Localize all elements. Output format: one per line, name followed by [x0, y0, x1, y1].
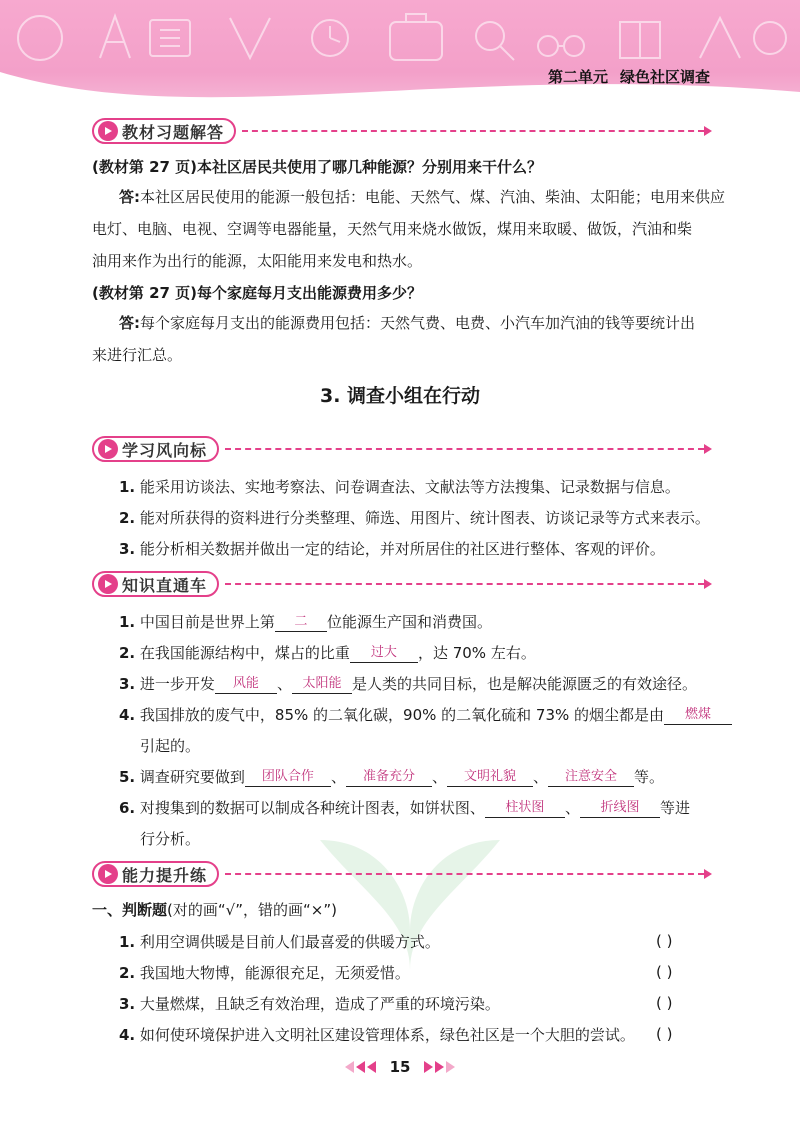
fill-item-6: 6. 对搜集到的数据可以制成各种统计图表，如饼状图、 柱状图 、 折线图 等进 — [119, 799, 690, 817]
section-label: 教材习题解答 — [122, 122, 225, 142]
section-label: 知识直通车 — [122, 575, 208, 595]
answer-blank: 准备充分 — [346, 767, 432, 787]
play-icon — [98, 864, 118, 884]
answer-blank: 团队合作 — [245, 767, 331, 787]
judge-item: 4. 如何使环境保护进入文明社区建设管理体系，绿色社区是一个大胆的尝试。 — [119, 1026, 635, 1044]
unit-title — [548, 66, 710, 87]
lesson-title: 3. 调查小组在行动 — [319, 385, 481, 407]
answer-1-line-2: 电灯、电脑、电视、空调等电器能量，天然气用来烧水做饭，煤用来取暖、做饭，汽油和柴 — [92, 220, 693, 238]
answer-blank: 文明礼貌 — [447, 767, 533, 787]
dashed-rule — [225, 583, 704, 585]
header-banner — [0, 0, 800, 104]
section-header-learning-goals — [92, 436, 712, 462]
answer-prefix: 答: — [119, 188, 140, 206]
arrow-icon — [704, 579, 712, 589]
unit-topic: 绿色社区调查 — [619, 68, 710, 86]
dashed-rule — [225, 873, 704, 875]
answer-paren[interactable]: ( ) — [656, 932, 673, 950]
section-label: 能力提升练 — [122, 865, 208, 885]
answer-blank: 太阳能 — [292, 674, 352, 694]
answer-blank: 二 — [275, 612, 327, 632]
answer-paren[interactable]: ( ) — [656, 1025, 673, 1043]
answer-1-line-3: 油用来作为出行的能源，太阳能用来发电和热水。 — [92, 252, 423, 270]
dashed-rule — [242, 130, 704, 132]
play-icon — [98, 121, 118, 141]
judge-heading: 一、判断题(对的画“√”，错的画“×”) — [92, 901, 337, 919]
judge-item: 1. 利用空调供暖是目前人们最喜爱的供暖方式。 — [119, 933, 440, 951]
fill-item-6-cont: 行分析。 — [140, 830, 201, 848]
goal-item: 1. 能采用访谈法、实地考察法、问卷调查法、文献法等方法搜集、记录数据与信息。 — [119, 478, 680, 496]
arrow-icon — [704, 444, 712, 454]
answer-paren[interactable]: ( ) — [656, 994, 673, 1012]
section-header-practice — [92, 861, 712, 887]
answer-blank: 注意安全 — [548, 767, 634, 787]
section-label: 学习风向标 — [122, 440, 208, 460]
answer-paren[interactable]: ( ) — [656, 963, 673, 981]
question-1: (教材第 27 页)本社区居民共使用了哪几种能源？分别用来干什么？ — [92, 158, 543, 176]
answer-prefix: 答: — [119, 314, 140, 332]
fill-item-4: 4. 我国排放的废气中，85% 的二氧化碳，90% 的二氧化硫和 73% 的烟尘都是由 燃煤 — [119, 705, 732, 725]
fill-item-2: 2. 在我国能源结构中，煤占的比重 过大 ，达 70% 左右。 — [119, 644, 536, 662]
answer-blank: 折线图 — [580, 798, 660, 818]
leaf-watermark — [300, 800, 520, 980]
answer-blank: 过大 — [350, 643, 418, 663]
answer-1-line-1: 答:本社区居民使用的能源一般包括：电能、天然气、煤、汽油、柴油、太阳能；电用来供应 — [119, 188, 726, 206]
page-footer — [0, 1058, 800, 1076]
section-header-knowledge — [92, 571, 712, 597]
unit-number: 第二单元 — [547, 68, 608, 86]
page-number: 15 — [389, 1058, 411, 1076]
next-arrows-icon — [424, 1061, 455, 1073]
fill-item-1: 1. 中国目前是世界上第 二 位能源生产国和消费国。 — [119, 613, 492, 631]
fill-item-3: 3. 进一步开发 风能 、 太阳能 是人类的共同目标，也是解决能源匮乏的有效途径。 — [119, 675, 697, 693]
school-supplies-decoration — [0, 8, 800, 68]
answer-2-line-2: 来进行汇总。 — [92, 346, 183, 364]
fill-item-4-cont: 引起的。 — [140, 737, 201, 755]
judge-item: 2. 我国地大物博，能源很充足，无须爱惜。 — [119, 964, 410, 982]
answer-2-line-1: 答:每个家庭每月支出的能源费用包括：天然气费、电费、小汽车加汽油的钱等要统计出 — [119, 314, 696, 332]
play-icon — [98, 439, 118, 459]
fill-item-5: 5. 调查研究要做到 团队合作 、 准备充分 、 文明礼貌 、 注意安全 等。 — [119, 768, 664, 786]
answer-blank: 燃煤 — [664, 705, 732, 725]
prev-arrows-icon — [345, 1061, 376, 1073]
judge-item: 3. 大量燃煤，且缺乏有效治理，造成了严重的环境污染。 — [119, 995, 500, 1013]
goal-item: 3. 能分析相关数据并做出一定的结论，并对所居住的社区进行整体、客观的评价。 — [119, 540, 665, 558]
answer-blank: 风能 — [215, 674, 277, 694]
goal-item: 2. 能对所获得的资料进行分类整理、筛选、用图片、统计图表、访谈记录等方式来表示。 — [119, 509, 710, 527]
arrow-icon — [704, 126, 712, 136]
play-icon — [98, 574, 118, 594]
arrow-icon — [704, 869, 712, 879]
question-2: (教材第 27 页)每个家庭每月支出能源费用多少？ — [92, 284, 423, 302]
answer-blank: 柱状图 — [485, 798, 565, 818]
dashed-rule — [225, 448, 704, 450]
section-header-textbook-answers — [92, 118, 712, 144]
